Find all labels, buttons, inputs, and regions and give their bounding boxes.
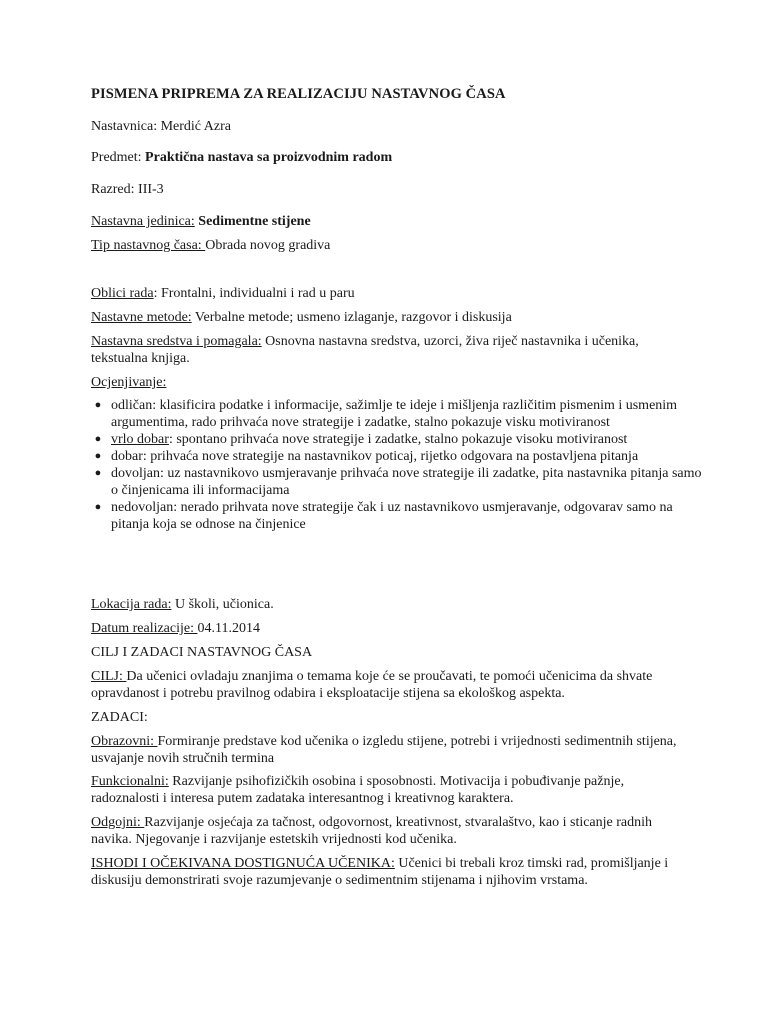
- grading-label: Ocjenjivanje:: [91, 375, 167, 390]
- upbringing-label: Odgojni:: [91, 815, 145, 830]
- lesson-type-value: Obrada novog gradiva: [205, 238, 331, 253]
- teaching-unit-label: Nastavna jedinica:: [91, 214, 195, 229]
- grading-item: ● odličan: klasificira podatke i informacije, sažimlje te ideje i mišljenja različitim pismenim i usmenim argumentima, rado prihvaća nove strategije i zadatke, stalno pokazuje visku motiviranost: [111, 397, 711, 431]
- upbringing-paragraph: [91, 814, 691, 848]
- outcomes-paragraph: [91, 855, 691, 889]
- lesson-type-label: Tip nastavnog časa:: [91, 238, 206, 253]
- bullet-icon: ●: [94, 433, 102, 445]
- date-line: [91, 620, 691, 637]
- outcomes-value: Učenici bi trebali kroz timski rad, promišljanje i diskusiju demonstrirati svoje razumjevanje o sedimentnim stijenama i njihovim vrstama.: [91, 856, 669, 888]
- lesson-type-line: [91, 237, 691, 254]
- work-forms-line: [91, 285, 691, 302]
- goal-label: CILJ:: [91, 669, 127, 684]
- location-label: Lokacija rada:: [91, 597, 172, 612]
- bullet-icon: ●: [94, 399, 102, 411]
- outcomes-label: ISHODI I OČEKIVANA DOSTIGNUĆA UČENIKA:: [91, 856, 395, 871]
- teaching-unit-line: [91, 213, 691, 230]
- functional-paragraph: [91, 773, 691, 807]
- upbringing-value: Razvijanje osjećaja za tačnost, odgovornost, kreativnost, stvaralaštvo, kao i sticanje radnih navika. Njegovanje i razvijanje estetskih vrijednosti kod učenika.: [91, 815, 653, 847]
- location-value: U školi, učionica.: [171, 597, 274, 612]
- grading-item: ● vrlo dobar: spontano prihvaća nove strategije i zadatke, stalno pokazuje visoku motiviranost: [111, 431, 711, 448]
- teaching-methods-label: Nastavne metode:: [91, 310, 192, 325]
- class-label: Razred:: [91, 182, 135, 197]
- goals-heading: CILJ I ZADACI NASTAVNOG ČASA: [91, 645, 313, 660]
- bullet-icon: ●: [94, 450, 102, 462]
- grading-heading: [91, 374, 691, 391]
- tasks-heading: ZADACI:: [91, 710, 148, 725]
- teaching-aids-value: Osnovna nastavna sredstva, uzorci, živa riječ nastavnika i učenika, tekstualna knjiga.: [91, 334, 639, 366]
- subject-line: [91, 149, 691, 166]
- grading-list: [91, 397, 711, 533]
- location-line: [91, 596, 691, 613]
- goal-value: Da učenici ovladaju znanjima o temama koje će se proučavati, te pomoći učenicima da shvate opravdanost i potrebu pravilnog odabira i eksploatacije stijena sa ekološkog aspekta.: [91, 669, 653, 701]
- educational-label: Obrazovni:: [91, 734, 158, 749]
- functional-label: Funkcionalni:: [91, 774, 169, 789]
- bullet-icon: ●: [94, 501, 102, 513]
- grading-item: ● dovoljan: uz nastavnikovo usmjeravanje prihvaća nove strategije ili zadatke, pita nastavnika pitanja samo o činjenicama ili informacijama: [111, 465, 711, 499]
- teacher-label: Nastavnica:: [91, 119, 158, 134]
- grading-item: ● dobar: prihvaća nove strategije na nastavnikov poticaj, rijetko odgovara na postavljena pitanja: [111, 448, 711, 465]
- teacher-line: [91, 118, 691, 135]
- class-line: [91, 181, 691, 198]
- date-value: 04.11.2014: [197, 621, 260, 636]
- date-label: Datum realizacije:: [91, 621, 198, 636]
- bullet-icon: ●: [94, 467, 102, 479]
- work-forms-label: Oblici rada: [91, 286, 154, 301]
- work-forms-value: : Frontalni, individualni i rad u paru: [153, 286, 355, 301]
- teaching-aids-line: [91, 333, 691, 367]
- goal-paragraph: [91, 668, 691, 702]
- teaching-methods-value: Verbalne metode; usmeno izlaganje, razgovor i diskusija: [191, 310, 512, 325]
- document-title: PISMENA PRIPREMA ZA REALIZACIJU NASTAVNOG ČASA: [91, 86, 506, 102]
- class-value: III-3: [134, 182, 164, 197]
- teaching-methods-line: [91, 309, 691, 326]
- teaching-aids-label: Nastavna sredstva i pomagala:: [91, 334, 262, 349]
- subject-label: Predmet:: [91, 150, 142, 165]
- grading-item: ● nedovoljan: nerado prihvata nove strategije čak i uz nastavnikovo usmjeravanje, odgovarav samo na pitanja koja se odnose na činjenice: [111, 499, 711, 533]
- functional-value: Razvijanje psihofizičkih osobina i sposobnosti. Motivacija i pobuđivanje pažnje, radoznalosti i interesa putem zadataka interesantnog i kreativnog karaktera.: [91, 774, 625, 806]
- educational-paragraph: [91, 733, 691, 767]
- teacher-value: Merdić Azra: [157, 119, 231, 134]
- educational-value: Formiranje predstave kod učenika o izgledu stijene, potrebi i vrijednosti sedimentnih stijena, usvajanje novih stručnih termina: [91, 734, 677, 766]
- teaching-unit-value: Sedimentne stijene: [198, 214, 311, 229]
- subject-value: Praktična nastava sa proizvodnim radom: [145, 150, 393, 165]
